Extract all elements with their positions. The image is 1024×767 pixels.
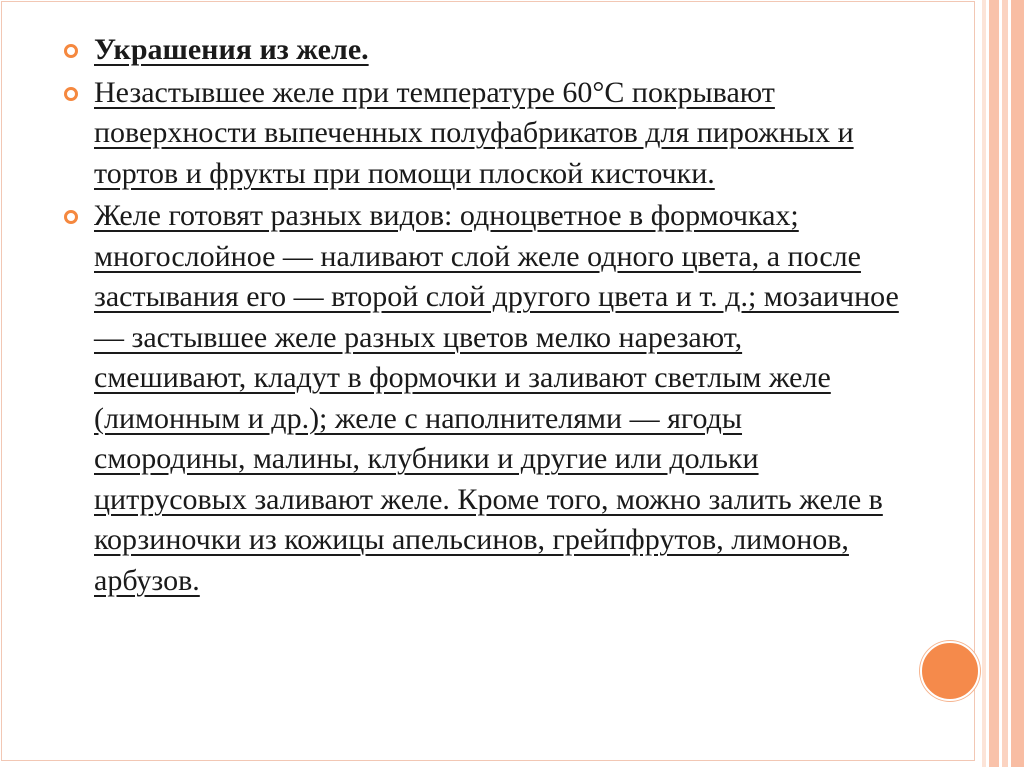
bullet-item-glazing bbox=[60, 73, 900, 195]
stripe bbox=[989, 0, 999, 767]
bullet-text: Незастывшее желе при температуре 60°С покрывают поверхности выпеченных полуфабрикатов для пирожных и тортов и фрукты при помощи плоской кисточки. bbox=[94, 75, 854, 190]
bullet-icon bbox=[64, 210, 78, 224]
bullet-icon bbox=[64, 87, 78, 101]
orange-circle-icon bbox=[920, 641, 980, 701]
bullet-item-jelly-types bbox=[60, 196, 900, 601]
bullet-text: Украшения из желе. bbox=[94, 33, 369, 66]
right-decorative-stripes bbox=[982, 0, 1024, 767]
bullet-item-heading bbox=[60, 30, 900, 71]
bullet-text: Желе готовят разных видов: одноцветное в формочках; многослойное — наливают слой желе одного цвета, а после застывания его — второй слой другого цвета и т. д.; мозаичное — застывшее желе разных цветов мелко нарезают, смешивают, кладут в формочки и заливают светлым желе (лимонным и др.); желе с наполнителями — ягоды смородины, малины, клубники и другие или дольки цитрусовых заливают желе. Кроме того, можно залить желе в корзиночки из кожицы апельсинов, грейпфрутов, лимонов, арбузов. bbox=[94, 199, 899, 597]
bullet-icon bbox=[64, 44, 78, 58]
stripe bbox=[1011, 0, 1024, 767]
slide-body bbox=[60, 30, 900, 603]
